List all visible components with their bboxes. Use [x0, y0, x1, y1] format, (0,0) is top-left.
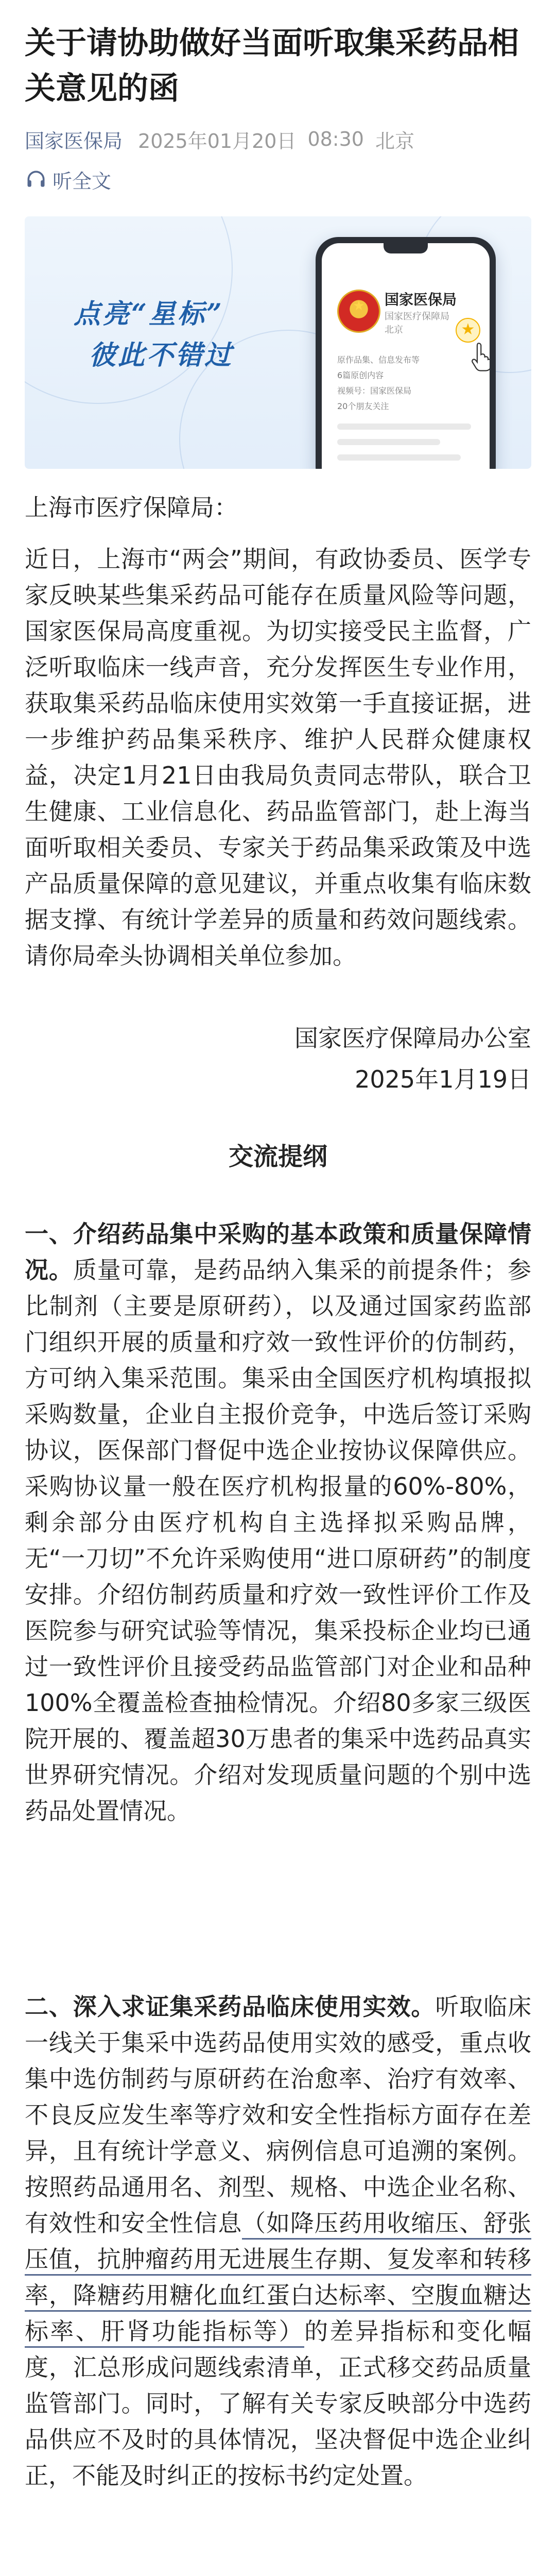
banner-info-2: 6篇原创内容 — [337, 370, 384, 380]
banner-account-name: 国家医保局 — [385, 291, 457, 308]
letter-greeting: 上海市医疗保障局： — [25, 494, 238, 521]
article-title: 关于请协助做好当面听取集采药品相关意见的函 — [25, 25, 519, 107]
banner-slogan — [74, 294, 233, 376]
national-emblem-icon: ★ — [337, 290, 380, 333]
section-2-body-c: 的差异指标和变化幅度，汇总形成问题线索清单，正式移交药品质量监管部门。同时，了解有关专家反映部分中选药品供应不及时的具体情况，坚决督促中选企业纠正，不能及时纠正的按标书约定处置。 — [25, 2317, 532, 2489]
star-reminder-banner — [25, 216, 531, 469]
outline-section-1 — [25, 1216, 531, 1829]
publish-location: 北京 — [375, 129, 414, 152]
article-meta — [25, 124, 414, 155]
section-1-title: 一、介绍药品集中采购的基本政策和质量保障情况。 — [25, 1220, 531, 1284]
placeholder-line — [337, 423, 471, 430]
banner-info-1: 原作品集、信息发布等 — [337, 355, 420, 365]
section-2-body-a: 听取临床一线关于集采中选药品使用实效的感受，重点收集中选仿制药与原研药在治愈率、治疗有效率、不良反应发生率等疗效和安全性指标方面存在差异，且有统计学意义、病例信息可追溯的案例。按照药品通用名、剂型、规格、中选企业名称、有效性和安全性信息 — [25, 1993, 532, 2237]
banner-info-3: 视频号：国家医保局 — [337, 386, 412, 396]
headphones-icon — [25, 168, 47, 191]
listen-label: 听全文 — [53, 170, 112, 193]
phone-notch — [384, 243, 428, 253]
listen-full-text-button[interactable] — [25, 165, 111, 194]
outline-section-2 — [25, 1989, 531, 2494]
phone-screen — [322, 243, 490, 469]
section-2-title: 二、深入求证集采药品临床使用实效。 — [25, 1993, 436, 2021]
banner-slogan-line2: 彼此不错过 — [89, 340, 234, 371]
banner-slogan-line1: 点亮“星标” — [74, 298, 224, 330]
pointing-hand-icon — [471, 341, 490, 372]
section-2-body-highlight: （如降压药用收缩压、舒张压值，抗肿瘤药用无进展生存期、复发率和转移率，降糖药用糖化血红蛋白达标率、空腹血糖达标率、肝肾功能指标等） — [25, 2209, 531, 2348]
phone-mockup — [316, 237, 496, 469]
star-icon: ★ — [456, 318, 480, 343]
banner-account-sub: 国家医疗保障局 — [385, 311, 449, 322]
placeholder-line — [337, 454, 461, 461]
publish-time: 08:30 — [307, 128, 364, 150]
banner-info-4: 20个朋友关注 — [337, 401, 389, 411]
outline-heading: 交流提纲 — [228, 1142, 327, 1171]
placeholder-line — [337, 439, 440, 445]
letter-paragraph-1: 近日，上海市“两会”期间，有政协委员、医学专家反映某些集采药品可能存在质量风险等问题，国家医保局高度重视。为切实接受民主监督，广泛听取临床一线声音，充分发挥医生专业作用，获取集采药品临床使用实效第一手直接证据，进一步维护药品集采秩序、维护人民群众健康权益，决定1月21日由我局负责同志带队，联合卫生健康、工业信息化、药品监管部门，赴上海当面听取相关委员、专家关于药品集采政策及中选产品质量保障的意见建议，并重点收集有临床数据支撑、有统计学差异的质量和药效问题线索。请你局牵头协调相关单位参加。 — [25, 545, 531, 970]
account-name-link[interactable]: 国家医保局 — [25, 129, 123, 152]
banner-account-tag: 北京 — [385, 325, 403, 335]
section-1-body: 质量可靠，是药品纳入集采的前提条件；参比制剂（主要是原研药），以及通过国家药监部门组织开展的质量和疗效一致性评价的仿制药，方可纳入集采范围。集采由全国医疗机构填报拟采购数量，企业自主报价竞争，中选后签订采购协议，医保部门督促中选企业按协议保障供应。采购协议量一般在医疗机构报量的60%-80%，剩余部分由医疗机构自主选择拟采购品牌，无“一刀切”不允许采购使用“进口原研药”的制度安排。介绍仿制药质量和疗效一致性评价工作及医院参与研究试验等情况，集采投标企业均已通过一致性评价且接受药品监管部门对企业和品种100%全覆盖检查抽检情况。介绍80多家三级医院开展的、覆盖超30万患者的集采中选药品真实世界研究情况。介绍对发现质量问题的个别中选药品处置情况。 — [25, 1256, 532, 1825]
publish-date: 2025年01月20日 — [138, 129, 297, 152]
signature-org: 国家医疗保障局办公室 — [294, 1024, 531, 1052]
signature-date: 2025年1月19日 — [355, 1065, 531, 1093]
